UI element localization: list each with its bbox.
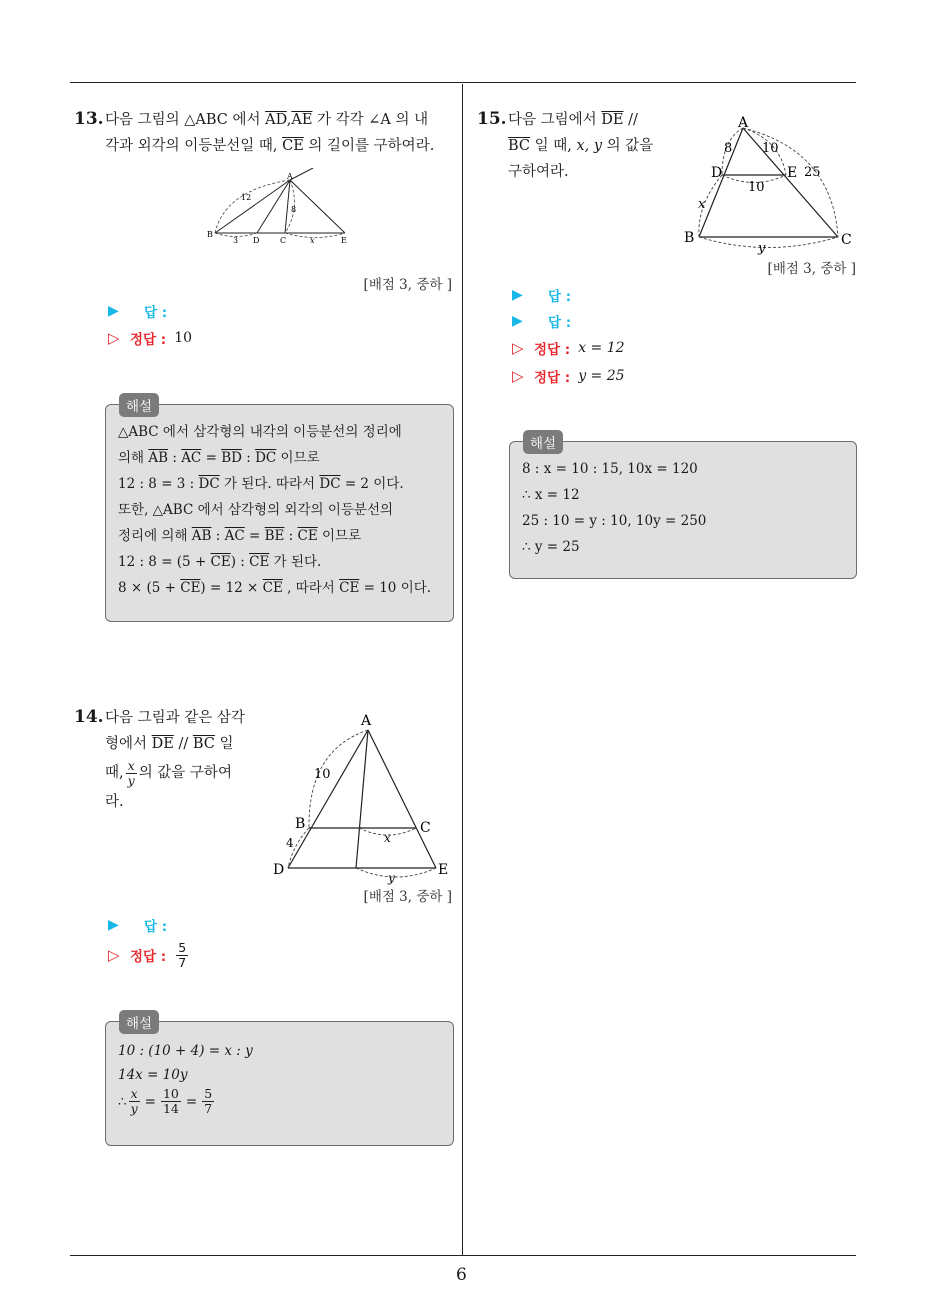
triangle-figure-15 — [682, 110, 862, 255]
label-D: D — [253, 236, 260, 245]
page-number: 6 — [456, 1265, 467, 1285]
label-C: C — [280, 236, 287, 245]
label-10a: 10 — [762, 141, 779, 156]
label-A: A — [361, 713, 372, 729]
triangle-figure-13 — [205, 168, 355, 248]
explanation-tag-15: 해설 — [523, 430, 563, 454]
label-x: x — [310, 236, 315, 245]
correct-value: y = 25 — [578, 368, 625, 384]
answer-row-13 — [108, 300, 167, 322]
score-14: [배점 3, 중하 ] — [363, 889, 452, 905]
outline-triangle-icon: ▷ — [108, 329, 120, 347]
question-number: 13. — [74, 109, 104, 129]
label-C: C — [841, 232, 852, 248]
label-x: x — [384, 831, 391, 845]
label-D: D — [711, 165, 723, 181]
correct-answer-row-13 — [108, 327, 192, 349]
label-A: A — [738, 115, 749, 131]
correct-label: 정답 : — [534, 342, 571, 358]
question-number: 15. — [477, 109, 507, 129]
top-rule — [70, 82, 856, 83]
filled-triangle-icon: ▶ — [108, 303, 119, 319]
label-D: D — [273, 862, 285, 878]
outline-triangle-icon: ▷ — [512, 339, 524, 357]
label-y: y — [388, 871, 395, 885]
label-8: 8 — [291, 205, 297, 214]
question-text: 다음 그림과 같은 삼각 형에서 $\overline{DE} // \overline{BC}$ 일 때, $\frac{x}{y}$ 의 값을 구하여 라. — [105, 710, 245, 810]
answer-row-15a — [512, 284, 571, 306]
answer-row-14 — [108, 914, 167, 936]
label-4: 4 — [286, 836, 294, 850]
correct-answer-row-15a — [512, 337, 625, 359]
explanation-box-14: 10 : (10 + 4) = x : y 14x = 10y ∴ $\frac{x}{y}$ = $\frac{10}{14}$ = $\frac{5}{7}$ — [105, 1021, 454, 1146]
label-E: E — [787, 165, 798, 181]
score-15: [배점 3, 중하 ] — [767, 261, 856, 277]
outline-triangle-icon: ▷ — [108, 946, 120, 964]
explanation-tag-13: 해설 — [119, 393, 159, 417]
fraction-x-over-y: $\frac{x}{y}$ — [127, 757, 135, 788]
filled-triangle-icon: ▶ — [512, 287, 523, 303]
filled-triangle-icon: ▶ — [108, 917, 119, 933]
filled-triangle-icon: ▶ — [512, 313, 523, 329]
question-text: 다음 그림의 △ABC 에서 $\overline{AD},\overline{AE}$ 가 각각 ∠A 의 내 각과 외각의 이등분선일 때, $\overline{CE}$ 의 길이를 구하여라. — [105, 112, 435, 154]
answer-label: 답 : — [144, 305, 168, 321]
correct-value: x = 12 — [578, 340, 625, 356]
correct-answer-row-14 — [108, 937, 190, 973]
answer-row-15b — [512, 310, 571, 332]
correct-label: 정답 : — [130, 332, 167, 348]
score-13: [배점 3, 중하 ] — [363, 277, 452, 293]
label-B: B — [684, 230, 695, 246]
label-x: x — [698, 197, 706, 212]
explanation-box-13: △ABC 에서 삼각형의 내각의 이등분선의 정리에 의해 $\overline{AB}$ : $\overline{AC} = \overline{BD}$ : $\overline{DC}$ 이므로 12 : 8 = 3 : $\overline{DC}$ 가 된다. 따라서 $\overline{DC} = 2$ 이다. 또한, △ABC 에서 삼각형의 외각의 이등분선의 정리에 의해 $\overline{AB}$ : $\overline{AC} = \overline{BE}$ : $\overline{CE}$ 이므로 12 : $8 = (5 + \overline{CE})$ : $\overline{CE}$ 가 된다. $8 \times (5 + \overline{CE}) = 12 \times \overline{CE}$ , 따라서 $\overline{CE} = 10$ 이다. — [105, 404, 454, 622]
label-y: y — [758, 241, 766, 255]
correct-answer-row-15b — [512, 365, 625, 387]
label-12: 12 — [241, 193, 252, 202]
label-25: 25 — [804, 165, 821, 180]
bottom-rule — [70, 1255, 856, 1256]
correct-value-fraction: $\frac{5}{7}$ — [178, 939, 187, 970]
correct-value: 10 — [174, 330, 193, 346]
outline-triangle-icon: ▷ — [512, 367, 524, 385]
label-C: C — [420, 820, 431, 836]
triangle-figure-14 — [268, 710, 458, 890]
label-B: B — [295, 816, 306, 832]
label-10: 10 — [314, 767, 331, 782]
label-E: E — [438, 862, 449, 878]
column-divider — [462, 84, 463, 1256]
label-8: 8 — [724, 141, 733, 156]
label-A: A — [287, 172, 293, 181]
correct-label: 정답 : — [130, 949, 167, 965]
explanation-box-15: 8 : x = 10 : 15, 10x = 120 ∴ x = 12 25 : 10 = y : 10, 10y = 250 ∴ y = 25 — [509, 441, 857, 579]
answer-label: 답 : — [144, 919, 168, 935]
label-3: 3 — [233, 236, 239, 245]
correct-label: 정답 : — [534, 370, 571, 386]
question-text: 다음 그림에서 $\overline{DE}$ // $\overline{BC}$ 일 때, x, y 의 값을 구하여라. — [508, 112, 654, 180]
label-E: E — [341, 236, 347, 245]
answer-label: 답 : — [548, 315, 572, 331]
explanation-tag-14: 해설 — [119, 1010, 159, 1034]
answer-label: 답 : — [548, 289, 572, 305]
label-10b: 10 — [748, 180, 765, 195]
question-number: 14. — [74, 707, 104, 727]
label-B: B — [207, 230, 213, 239]
